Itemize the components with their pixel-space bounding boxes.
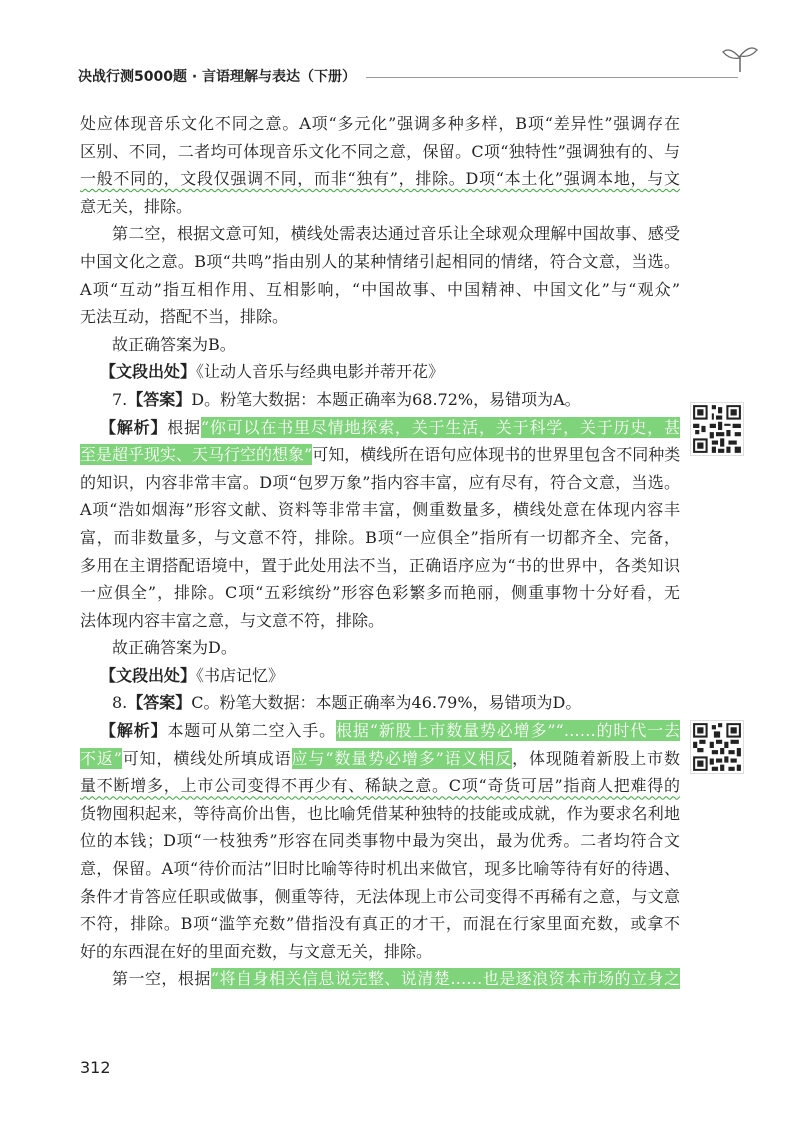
highlight: 应与“数量势必增多”语义相反 (291, 748, 513, 768)
text-line: 一应俱全”，排除。C项“五彩缤纷”形容色彩繁多而艳丽，侧重事物十分好看，无 (80, 583, 680, 603)
question-7-analysis: 【解析】根据“你可以在书里尽情地探索，关于生活，关于科学，关于历史，甚 (100, 417, 680, 437)
page-number: 312 (80, 1058, 111, 1077)
text-line: 好的东西混在好的里面充数，与文意无关，排除。 (80, 941, 433, 961)
answer-line: 故正确答案为D。 (112, 638, 237, 658)
text-line: 第二空，根据文意可知，横线处需表达通过音乐让全球观众理解中国故事、感受 (112, 224, 680, 244)
text-line: 的知识，内容非常丰富。D项“包罗万象”指内容丰富，应有尽有，符合文意，当选。 (80, 472, 680, 492)
text-line: 位的本钱；D项“一枝独秀”形容在同类事物中最为突出，最为优秀。二者均符合文 (80, 831, 680, 851)
text-line: 处应体现音乐文化不同之意。A项“多元化”强调多种多样，B项“差异性”强调存在 (80, 114, 680, 133)
question-8-answer: 8.【答案】C。粉笔大数据：本题正确率为46.79%，易错项为D。 (112, 693, 582, 713)
text-line: 法体现内容丰富之意，与文意不符，排除。 (80, 610, 385, 630)
source-line: 【文段出处】《让动人音乐与经典电影并蒂开花》 (100, 362, 445, 382)
sprout-icon (720, 42, 760, 74)
text-line: 无法互动，搭配不当，排除。 (80, 307, 289, 327)
highlight: 根据“新股上市数量势必增多”“……的时代一去 (336, 721, 680, 741)
answer-line: 故正确答案为B。 (112, 334, 236, 354)
highlight: “将自身相关信息说完整、说清楚……也是逐浪资本市场的立身之 (210, 969, 680, 989)
highlight: “你可以在书里尽情地探索，关于生活，关于科学，关于历史，甚 (200, 417, 680, 437)
highlight: 至是超乎现实、天马行空的想象” (80, 445, 313, 465)
text-line: 多用在主谓搭配语境中，置于此处用法不当，正确语序应为“书的世界中，各类知识 (80, 555, 680, 575)
running-header (78, 64, 738, 88)
header-rule (366, 77, 738, 78)
text-line: 富，而非数量多，与文意不符，排除。B项“一应俱全”指所有一切都齐全、完备， (80, 527, 680, 547)
text-line: 不返”可知，横线处所填成语应与“数量势必增多”语义相反，体现随着新股上市数 (80, 748, 680, 768)
text-line: 意，保留。A项“待价而沽”旧时比喻等待时机出来做官，现多比喻等待有好的待遇、 (80, 859, 680, 879)
question-7-answer: 7.【答案】D。粉笔大数据：本题正确率为68.72%，易错项为A。 (112, 389, 581, 409)
text-line: 中国文化之意。B项“共鸣”指由别人的某种情绪引起相同的情绪，符合文意，当选。 (80, 251, 680, 271)
text-line: 量不断增多，上市公司变得不再少有、稀缺之意。C项“奇货可居”指商人把难得的 (80, 776, 680, 796)
text-line: 货物囤积起来，等待高价出售，也比喻凭借某种独特的技能或成就，作为要求名利地 (80, 803, 680, 823)
text-line: 一般不同的，文段仅强调不同，而非“独有”，排除。D项“本土化”强调本地，与文 (80, 169, 680, 189)
qr-code-icon[interactable] (690, 720, 744, 774)
text-line: 条件才肯答应任职或做事，侧重等待，无法体现上市公司变得不再稀有之意，与文意 (80, 886, 680, 906)
text-line: 第一空，根据“将自身相关信息说完整、说清楚……也是逐浪资本市场的立身之 (112, 969, 680, 989)
text-line: 区别、不同，二者均可体现音乐文化不同之意，保留。C项“独特性”强调独有的、与 (80, 141, 680, 161)
qr-code-icon[interactable] (690, 402, 744, 456)
text-line: 至是超乎现实、天马行空的想象”可知，横线所在语句应体现书的世界里包含不同种类 (80, 445, 681, 465)
source-line: 【文段出处】《书店记忆》 (100, 665, 285, 685)
text-line: A项“互动”指互相作用、互相影响，“中国故事、中国精神、中国文化”与“观众” (80, 279, 680, 299)
question-8-analysis: 【解析】本题可从第二空入手。根据“新股上市数量势必增多”“……的时代一去 (100, 721, 680, 741)
text-line: A项“浩如烟海”形容文献、资料等非常丰富，侧重数量多，横线处意在体现内容丰 (80, 500, 680, 520)
text-line: 意无关，排除。 (80, 196, 193, 216)
text-line: 不符，排除。B项“滥竽充数”借指没有真正的才干，而混在行家里面充数，或拿不 (80, 914, 680, 934)
highlight: 不返” (80, 748, 122, 768)
book-title: 决战行测5000题 · 言语理解与表达（下册） (78, 69, 357, 85)
answer-explanation-body (80, 110, 680, 993)
